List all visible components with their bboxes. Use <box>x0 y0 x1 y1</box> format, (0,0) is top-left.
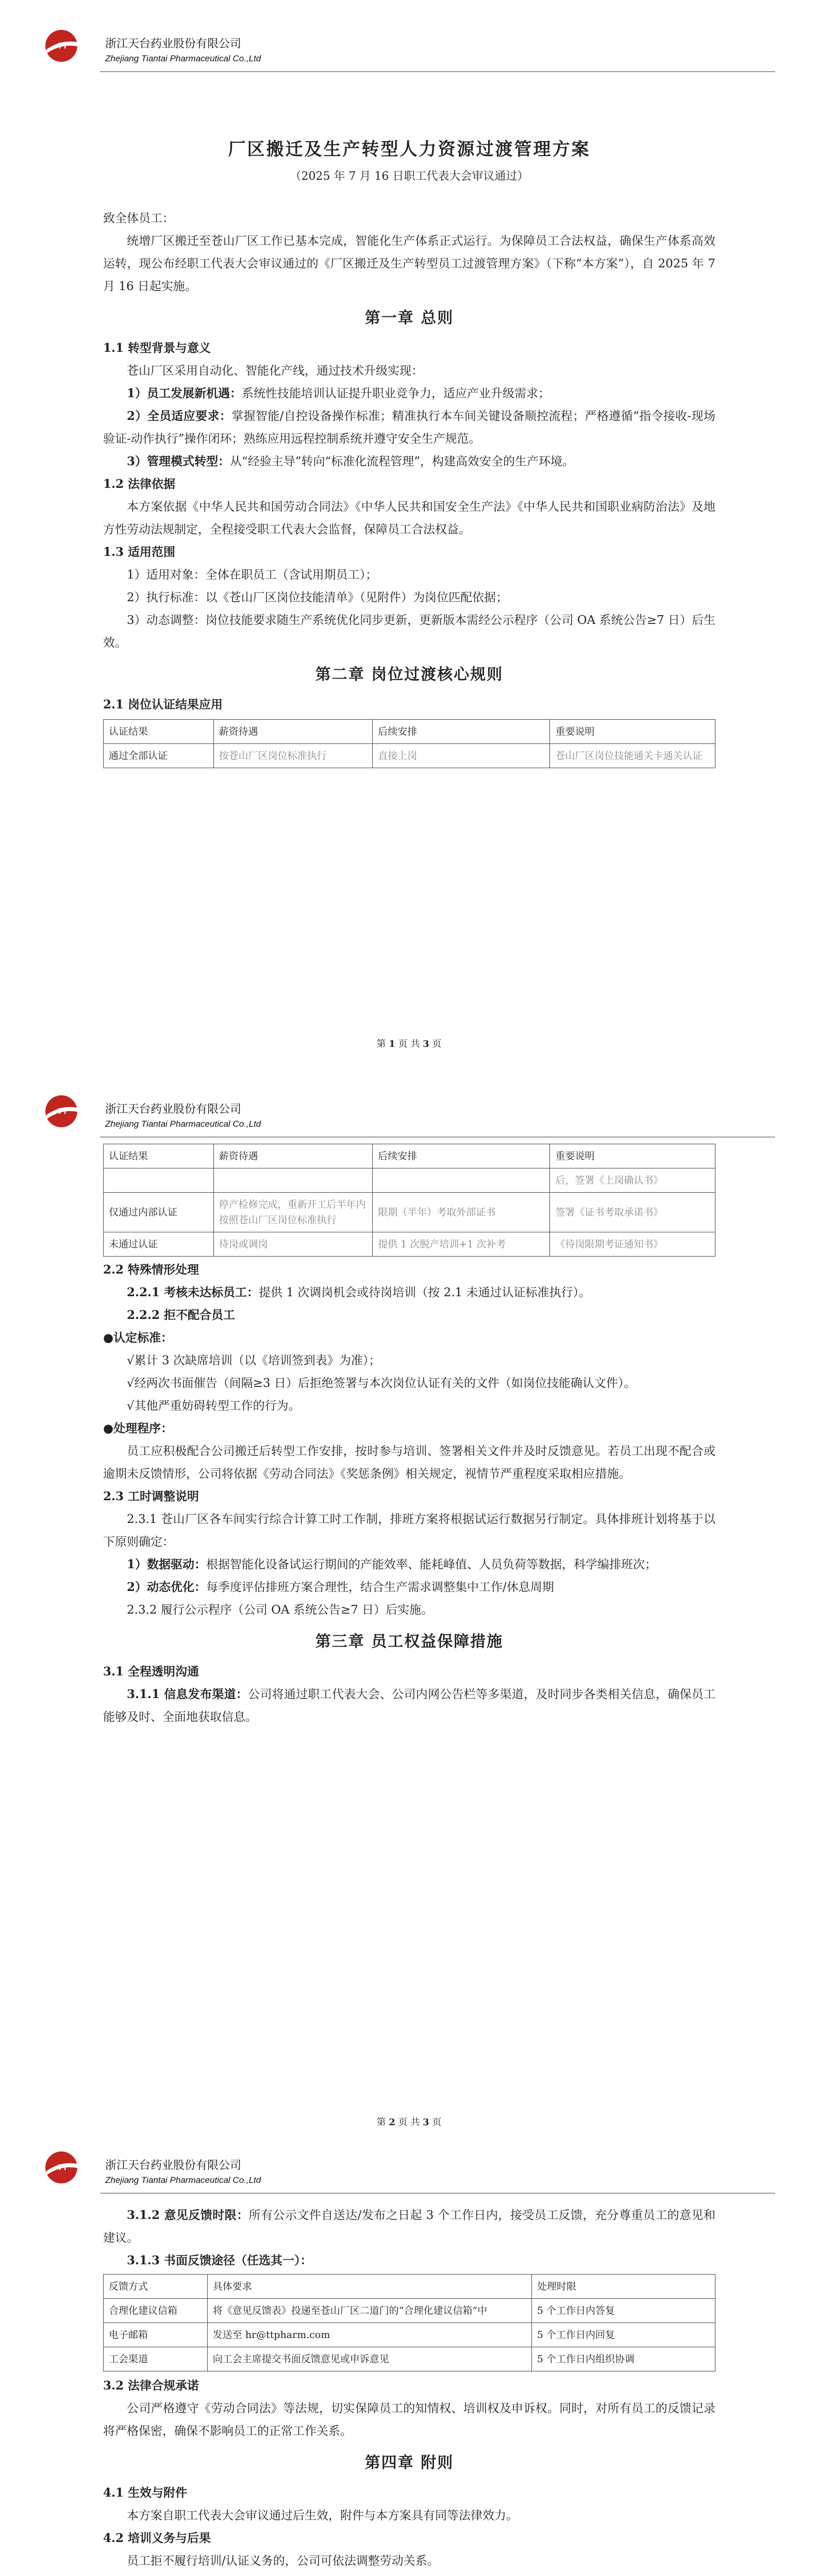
item-text: 提供 1 次调岗机会或待岗培训（按 2.1 未通过认证标准执行）。 <box>259 1286 591 1299</box>
table-cell: 5 个工作日内组织协调 <box>531 2347 715 2371</box>
table-header: 反馈方式 <box>104 2275 208 2299</box>
list-item: √累计 3 次缺席培训（以《培训签到表》为准）； <box>127 1354 381 1367</box>
page-label: 页 共 <box>395 1039 423 1049</box>
section-4-1-text: 本方案自职工代表大会审议通过后生效，附件与本方案具有同等法律效力。 <box>127 2509 518 2522</box>
section-2-3-1: 2.3.1 苍山厂区各车间实行综合计算工时工作制，排班方案将根据试运行数据另行制定。具体排班计划将基于以下原则确定： <box>103 1513 715 1549</box>
table-cell: 后，签署《上岗确认书》 <box>550 1168 715 1193</box>
list-item: √经两次书面催告（间隔≥3 日）后拒绝签署与本次岗位认证有关的文件（如岗位技能确认文件）。 <box>127 1377 636 1390</box>
table-cell: 提供 1 次脱产培训+1 次补考 <box>373 1232 550 1257</box>
table-header: 薪资待遇 <box>213 720 373 744</box>
list-item: 3）动态调整：岗位技能要求随生产系统优化同步更新，更新版本需经公示程序（公司 OA 系统公告≥7 日）后生效。 <box>103 614 715 650</box>
item-label: 2）动态优化： <box>127 1580 207 1594</box>
section-1-1-text: 苍山厂区采用自动化、智能化产线，通过技术升级实现： <box>127 364 423 378</box>
table-cell: 仅通过内部认证 <box>104 1193 214 1232</box>
table-row <box>104 744 715 768</box>
table-cell: 电子邮箱 <box>104 2323 208 2347</box>
criteria-label: ●认定标准： <box>103 1331 173 1345</box>
section-3-1-3-heading: 3.1.3 书面反馈途径（任选其一）： <box>127 2253 312 2267</box>
section-2-2-1 <box>103 1281 715 1304</box>
table-cell: 直接上岗 <box>373 744 550 768</box>
document-subtitle: （2025 年 7 月 16 日职工代表大会审议通过） <box>290 170 529 183</box>
list-item: √其他严重妨碍转型工作的行为。 <box>127 1399 301 1413</box>
list-item <box>103 405 715 450</box>
section-2-1-heading: 2.1 岗位认证结果应用 <box>103 698 223 711</box>
item-text: 从“经验主导”转向“标准化流程管理”，构建高效安全的生产环境。 <box>230 455 575 468</box>
certification-table-continued <box>103 1144 715 1257</box>
header-divider <box>100 71 775 72</box>
item-label: 3）管理模式转型： <box>127 454 230 468</box>
page-2-body <box>103 1144 715 1728</box>
item-label: 1）数据驱动： <box>127 1557 207 1571</box>
page-2 <box>0 1087 818 2133</box>
section-4-1-heading: 4.1 生效与附件 <box>103 2486 188 2500</box>
table-header: 后续安排 <box>373 1144 550 1168</box>
table-header: 重要说明 <box>550 1144 715 1168</box>
item-label: 2）全员适应要求： <box>127 409 232 423</box>
table-header: 具体要求 <box>207 2275 531 2299</box>
page-total: 3 <box>423 2117 429 2128</box>
item-text: 根据智能化设备试运行期间的产能效率、能耗峰值、人员负荷等数据，科学编排班次； <box>206 1558 657 1571</box>
section-3-1-2 <box>103 2204 715 2249</box>
chapter-3-title: 第三章 员工权益保障措施 <box>315 1633 504 1651</box>
section-2-3-2: 2.3.2 履行公示程序（公司 OA 系统公告≥7 日）后实施。 <box>127 1603 433 1617</box>
table-cell <box>213 1168 373 1193</box>
company-name-cn: 浙江天台药业股份有限公司 <box>105 1103 242 1116</box>
list-item <box>103 1576 715 1599</box>
section-1-3-heading: 1.3 适用范围 <box>103 545 176 559</box>
table-cell: 5 个工作日内回复 <box>531 2323 715 2347</box>
greeting: 致全体员工： <box>103 212 174 225</box>
page-label: 页 共 <box>395 2117 423 2128</box>
procedure-label: ●处理程序： <box>103 1421 173 1435</box>
item-text: 所有公示文件自送达/发布之日起 3 个工作日内，接受员工反馈，充分尊重员工的意见和建议。 <box>103 2209 715 2245</box>
certification-table <box>103 719 715 768</box>
chapter-1-title: 第一章 总则 <box>364 309 454 327</box>
table-cell: 未通过认证 <box>104 1232 214 1257</box>
table-cell: 通过全部认证 <box>104 744 214 768</box>
table-header: 认证结果 <box>104 1144 214 1168</box>
table-row <box>104 1193 715 1232</box>
table-header: 后续安排 <box>373 720 550 744</box>
table-header: 处理时限 <box>531 2275 715 2299</box>
table-row <box>104 1168 715 1193</box>
company-name-cn: 浙江天台药业股份有限公司 <box>105 38 242 50</box>
table-cell: 《待岗限期考证通知书》 <box>550 1232 715 1257</box>
page-number: 1 <box>389 1039 395 1049</box>
intro-paragraph: 统增厂区搬迁至苍山厂区工作已基本完成，智能化生产体系正式运行。为保障员工合法权益，确保生产体系高效运转，现公布经职工代表大会审议通过的《厂区搬迁及生产转型员工过渡管理方案》（下称“本方案”），自 2025 年 7 月 16 日起实施。 <box>103 234 715 293</box>
table-cell: 5 个工作日内答复 <box>531 2299 715 2323</box>
section-1-2-heading: 1.2 法律依据 <box>103 477 176 491</box>
svg-text:TT: TT <box>58 1107 68 1116</box>
procedure-text: 员工应积极配合公司搬迁后转型工作安排，按时参与培训、签署相关文件并及时反馈意见。若员工出现不配合或逾期未反馈情形，公司将依据《劳动合同法》《奖惩条例》相关规定，视情节严重程度采取相应措施。 <box>103 1445 715 1481</box>
page-label: 页 <box>429 2117 442 2128</box>
table-cell: 按苍山厂区岗位标准执行 <box>213 744 373 768</box>
item-label: 1）员工发展新机遇： <box>127 386 242 400</box>
page-header <box>44 1094 776 1136</box>
section-2-3-heading: 2.3 工时调整说明 <box>103 1489 199 1503</box>
company-name-en: Zhejiang Tiantai Pharmaceutical Co.,Ltd <box>105 1119 261 1129</box>
item-text: 系统性技能培训认证提升职业竞争力，适应产业升级需求； <box>242 387 550 400</box>
feedback-table <box>103 2274 715 2371</box>
section-2-2-2-heading: 2.2.2 拒不配合员工 <box>127 1308 236 1322</box>
page-3 <box>0 2143 818 2576</box>
list-item: 2）执行标准：以《苍山厂区岗位技能清单》（见附件）为岗位匹配依据； <box>127 591 508 604</box>
table-cell: 苍山厂区岗位技能通关卡通关认证 <box>550 744 715 768</box>
page-label: 第 <box>376 2117 389 2128</box>
table-cell: 工会渠道 <box>104 2347 208 2371</box>
section-1-2-text: 本方案依据《中华人民共和国劳动合同法》《中华人民共和国安全生产法》《中华人民共和国职业病防治法》及地方性劳动法规制定，全程接受职工代表大会监督，保障员工合法权益。 <box>103 500 715 536</box>
item-label: 3.1.2 意见反馈时限： <box>127 2208 249 2222</box>
page-label: 第 <box>376 1039 389 1049</box>
table-row <box>104 2347 715 2371</box>
section-4-2-heading: 4.2 培训义务与后果 <box>103 2531 211 2545</box>
page-footer <box>0 2115 818 2128</box>
page-header <box>44 29 776 70</box>
table-cell: 限期（半年）考取外部证书 <box>373 1193 550 1232</box>
table-cell <box>373 1168 550 1193</box>
list-item: 1）适用对象：全体在职员工（含试用期员工）； <box>127 568 378 582</box>
company-logo-icon <box>44 1094 78 1128</box>
section-4-2-text: 员工拒不履行培训/认证义务的，公司可依法调整劳动关系。 <box>127 2554 439 2568</box>
section-1-1-heading: 1.1 转型背景与意义 <box>103 341 211 355</box>
company-name-cn: 浙江天台药业股份有限公司 <box>105 2159 242 2172</box>
section-3-2-text: 公司严格遵守《劳动合同法》等法规，切实保障员工的知情权、培训权及申诉权。同时，对所有员工的反馈记录将严格保密，确保不影响员工的正常工作关系。 <box>103 2402 715 2438</box>
item-text: 每季度评估排班方案合理性，结合生产需求调整集中工作/休息周期 <box>206 1581 554 1594</box>
page-label: 页 <box>429 1039 442 1049</box>
company-logo-icon <box>44 2150 78 2184</box>
list-item <box>103 1553 715 1576</box>
table-cell: 合理化建议信箱 <box>104 2299 208 2323</box>
table-cell: 将《意见反馈表》投递至苍山厂区二道门的“合理化建议信箱”中 <box>207 2299 531 2323</box>
page-3-body <box>103 2204 715 2576</box>
page-1 <box>0 0 818 1069</box>
table-cell: 停产检修完成，重新开工后半年内按照苍山厂区岗位标准执行 <box>213 1193 373 1232</box>
table-row <box>104 1232 715 1257</box>
section-2-2-heading: 2.2 特殊情形处理 <box>103 1263 199 1277</box>
table-header-row <box>104 1144 715 1168</box>
section-3-1-1 <box>103 1683 715 1728</box>
item-text: 公司将通过职工代表大会、公司内网公告栏等多渠道，及时同步各类相关信息，确保员工能够及时、全面地获取信息。 <box>103 1688 715 1724</box>
table-cell <box>104 1168 214 1193</box>
table-header-row <box>104 2275 715 2299</box>
page-footer <box>0 1037 818 1050</box>
page-1-body <box>103 135 715 768</box>
page-total: 3 <box>423 1039 429 1049</box>
document-title: 厂区搬迁及生产转型人力资源过渡管理方案 <box>228 139 591 160</box>
table-row <box>104 2323 715 2347</box>
header-divider <box>100 1137 775 1138</box>
company-logo-icon <box>44 29 78 63</box>
chapter-2-title: 第二章 岗位过渡核心规则 <box>315 666 504 684</box>
table-cell: 待岗或调岗 <box>213 1232 373 1257</box>
table-row <box>104 2299 715 2323</box>
svg-text:TT: TT <box>58 42 68 50</box>
table-header: 认证结果 <box>104 720 214 744</box>
table-header: 薪资待遇 <box>213 1144 373 1168</box>
item-label: 2.2.1 考核未达标员工： <box>127 1285 259 1299</box>
company-name-en: Zhejiang Tiantai Pharmaceutical Co.,Ltd <box>105 2175 261 2185</box>
chapter-4-title: 第四章 附则 <box>364 2454 454 2472</box>
table-cell: 向工会主席提交书面反馈意见或申诉意见 <box>207 2347 531 2371</box>
table-header: 重要说明 <box>550 720 715 744</box>
page-header <box>44 2150 776 2192</box>
table-header-row <box>104 720 715 744</box>
page-number: 2 <box>389 2117 395 2128</box>
item-label: 3.1.1 信息发布渠道： <box>127 1687 248 1701</box>
table-cell: 签署《证书考取承诺书》 <box>550 1193 715 1232</box>
item-text: 掌握智能/自控设备操作标准；精准执行本车间关键设备顺控流程；严格遵循“指令接收-现场验证-动作执行”操作闭环；熟练应用远程控制系统并遵守安全生产规范。 <box>103 410 715 446</box>
section-4-3-heading <box>103 2572 715 2576</box>
header-divider <box>100 2193 775 2194</box>
list-item <box>103 450 715 473</box>
company-name-en: Zhejiang Tiantai Pharmaceutical Co.,Ltd <box>105 54 261 63</box>
section-3-1-heading: 3.1 全程透明沟通 <box>103 1665 199 1679</box>
svg-text:TT: TT <box>58 2163 68 2172</box>
list-item <box>103 382 715 405</box>
section-3-2-heading: 3.2 法律合规承诺 <box>103 2379 199 2393</box>
table-cell[interactable]: 发送至 hr@ttpharm.com <box>207 2323 531 2347</box>
